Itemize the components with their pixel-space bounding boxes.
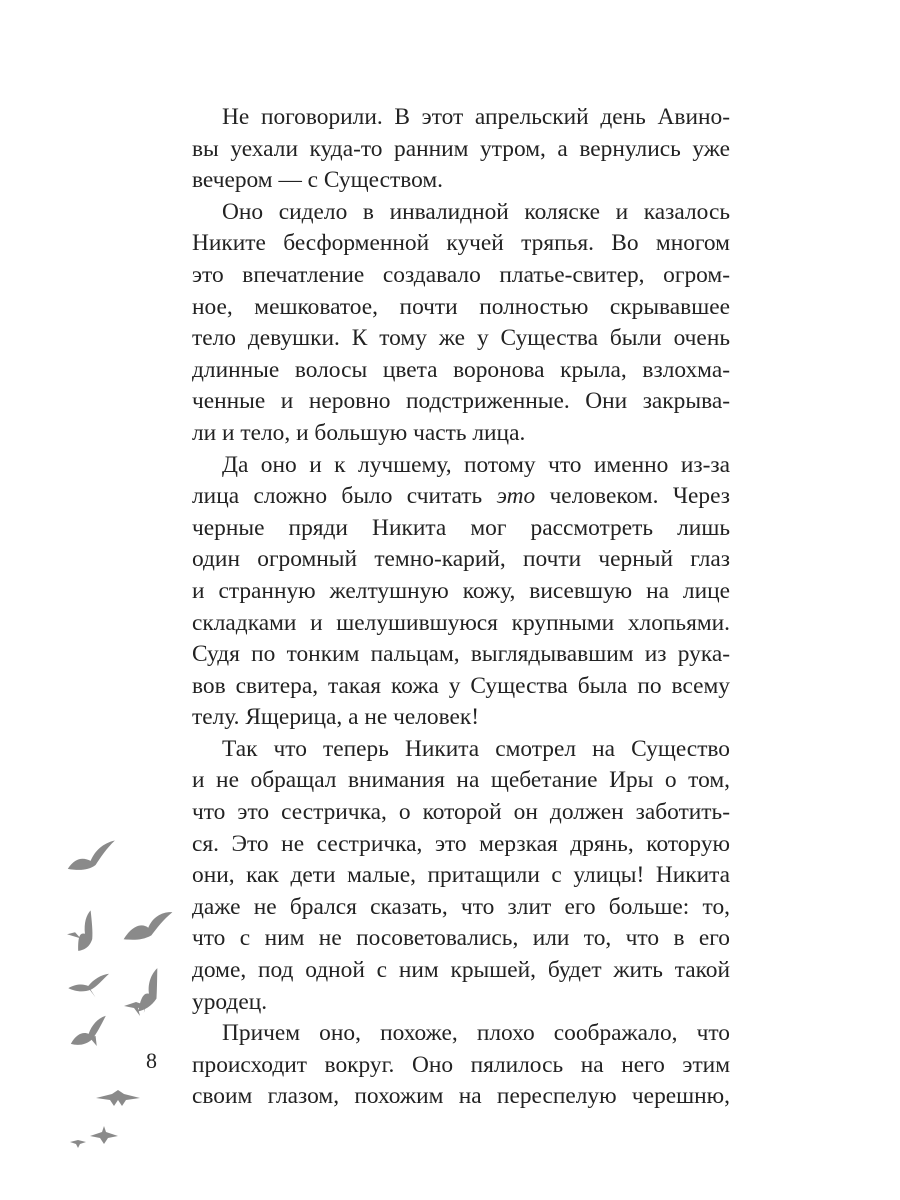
text-line xyxy=(192,1081,730,1113)
text-run: что с ним не посоветовались, или то, что в его xyxy=(192,925,730,952)
text-line xyxy=(192,671,730,703)
text-line xyxy=(192,576,730,608)
text-line xyxy=(192,386,730,418)
italic-text: это xyxy=(496,483,536,510)
text-line xyxy=(192,228,730,260)
text-line xyxy=(192,987,730,1019)
page-number: 8 xyxy=(146,1048,157,1073)
text-run: вечером — с Существом. xyxy=(192,167,443,194)
text-run: ченные и неровно подстриженные. Они закрыва- xyxy=(192,388,730,415)
text-run: Судя по тонким пальцам, выглядывавшим из рука- xyxy=(192,641,730,668)
bird-icon xyxy=(67,974,111,1000)
text-run: складками и шелушившуюся крупными хлопьями. xyxy=(192,609,730,636)
text-run: один огромный темно-карий, почти черный глаз xyxy=(192,546,730,573)
text-line xyxy=(192,608,730,640)
text-line xyxy=(192,544,730,576)
text-line xyxy=(192,702,730,734)
bird-icon xyxy=(70,1140,86,1148)
text-line xyxy=(192,355,730,387)
text-line xyxy=(192,292,730,324)
bird-icon xyxy=(121,912,176,942)
text-run: тело девушки. К тому же у Существа были очень xyxy=(192,325,730,352)
text-line xyxy=(192,165,730,197)
text-run: и не обращал внимания на щебетание Иры о том, xyxy=(192,767,730,794)
body-text xyxy=(192,102,730,1113)
text-line xyxy=(192,860,730,892)
text-line xyxy=(192,134,730,166)
text-run: ли и тело, и большую часть лица. xyxy=(192,419,526,446)
text-line xyxy=(192,829,730,861)
bird-icon xyxy=(90,1126,118,1144)
text-run: даже не брался сказать, что злит его больше: то, xyxy=(192,893,730,920)
bird-icon xyxy=(96,1090,140,1106)
text-run: что это сестричка, о которой он должен заботить- xyxy=(192,799,730,826)
text-run: происходит вокруг. Оно пялилось на него этим xyxy=(192,1051,730,1078)
text-line xyxy=(192,765,730,797)
text-run: телу. Ящерица, а не человек! xyxy=(192,704,480,731)
text-line xyxy=(192,513,730,545)
text-run: вы уехали куда-то ранним утром, а вернулись уже xyxy=(192,135,730,162)
text-run: вов свитера, такая кожа у Существа была по всему xyxy=(192,672,730,699)
text-run: ное, мешковатое, почти полностью скрывавшее xyxy=(192,293,730,320)
text-run: они, как дети малые, притащили с улицы! Никита xyxy=(192,862,730,889)
text-run: уродец. xyxy=(192,988,268,1015)
text-run: и странную желтушную кожу, висевшую на лице xyxy=(192,577,730,604)
text-run: это впечатление создавало платье-свитер, огром- xyxy=(192,261,730,288)
bird-icon xyxy=(62,910,105,953)
text-line xyxy=(192,955,730,987)
text-run: лица сложно было считать xyxy=(192,483,497,510)
text-run: Причем оно, похоже, плохо соображало, что xyxy=(222,1020,730,1047)
text-line xyxy=(192,734,730,766)
text-run: Так что теперь Никита смотрел на Существо xyxy=(222,735,730,762)
text-run: ся. Это не сестричка, это мерзкая дрянь, которую xyxy=(192,830,730,857)
text-run: Да оно и к лучшему, потому что именно из-за xyxy=(222,451,730,478)
text-run: Никите бесформенной кучей тряпья. Во многом xyxy=(192,230,730,257)
text-run: доме, под одной с ним крышей, будет жить такой xyxy=(192,957,730,984)
text-line xyxy=(192,892,730,924)
text-line xyxy=(192,260,730,292)
bird-icon xyxy=(64,840,119,873)
text-line xyxy=(192,102,730,134)
text-run: человеком. Через xyxy=(535,483,731,510)
text-line xyxy=(192,797,730,829)
text-line xyxy=(192,418,730,450)
text-run: Оно сидело в инвалидной коляске и казалось xyxy=(222,198,730,225)
text-line xyxy=(192,450,730,482)
text-line xyxy=(192,639,730,671)
text-run: Не поговорили. В этот апрельский день Авино- xyxy=(222,104,730,130)
text-line xyxy=(192,923,730,955)
text-run: своим глазом, похожим на переспелую черешню, xyxy=(192,1083,730,1110)
bird-icon xyxy=(66,1016,114,1054)
text-line xyxy=(192,1018,730,1050)
text-run: длинные волосы цвета воронова крыла, взлохма- xyxy=(192,356,730,383)
bird-icon xyxy=(124,968,173,1015)
text-line xyxy=(192,481,730,513)
text-line xyxy=(192,1050,730,1082)
text-line xyxy=(192,323,730,355)
text-run: черные пряди Никита мог рассмотреть лишь xyxy=(192,514,730,541)
text-line xyxy=(192,197,730,229)
